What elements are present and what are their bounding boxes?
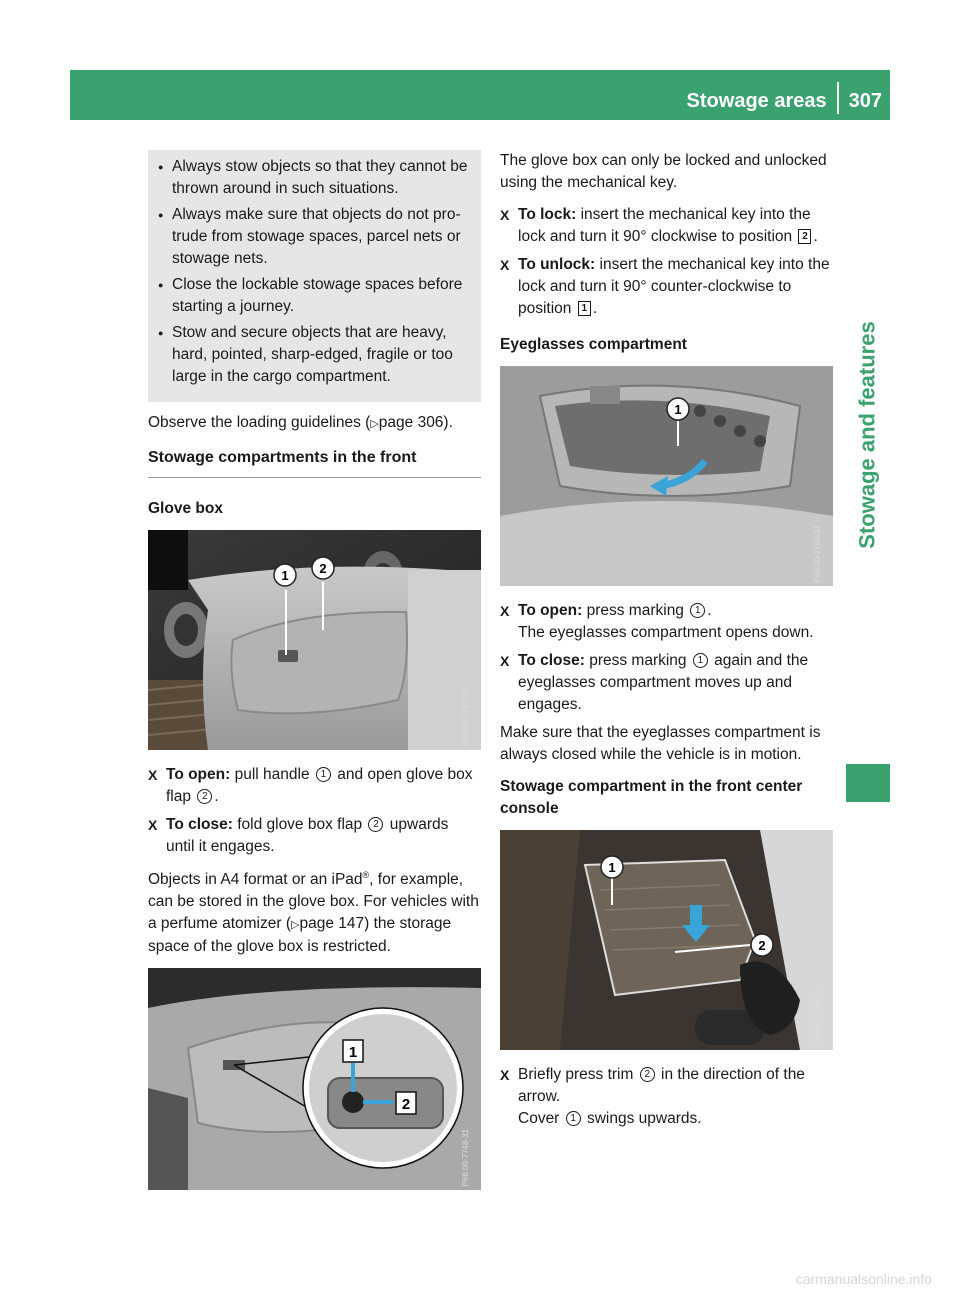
marker-1-label: 1 (674, 402, 682, 417)
side-tab-marker (846, 764, 890, 802)
callout-1: 1 (566, 1111, 581, 1126)
heading-center-console: Stowage compartment in the front center console (500, 778, 803, 817)
page-ref-link[interactable]: page 306). (378, 414, 453, 431)
marker-2-label: 2 (758, 938, 766, 953)
callout-1: 1 (316, 767, 331, 782)
callout-1: 1 (693, 653, 708, 668)
console-illustration (500, 830, 833, 1050)
callout-2: 2 (640, 1067, 655, 1082)
warning-bullet: ● Always stow objects so that they cannot be thrown around in such situations. (148, 156, 473, 200)
motion-note: Make sure that the eyeglasses compartment is always closed while the vehicle is in motion. (500, 724, 821, 763)
glove-box-photo (148, 530, 481, 750)
heading-front-compartments: Stowage compartments in the front (148, 447, 481, 478)
page-header (70, 70, 890, 120)
page-ref-arrow-icon: ▷ (291, 919, 300, 932)
page-number: 307 (848, 90, 882, 112)
glove-unlock-step: X To unlock: insert the mechanical key into the lock and turn it 90° counter-clockwise to position 1 . (500, 256, 830, 317)
glove-box-illustration (148, 530, 481, 750)
callout-2: 2 (197, 789, 212, 804)
step-marker-icon: X (500, 257, 510, 273)
position-2-box: 2 (798, 229, 811, 244)
console-photo (500, 830, 833, 1050)
position-1-label: 1 (348, 1044, 358, 1062)
warning-bullet: ● Stow and secure objects that are heavy, hard, pointed, sharp-edged, fragile or too large in the cargo compartment. (148, 322, 473, 388)
left-column (148, 150, 481, 1204)
warning-bullet: ● Always make sure that objects do not pro- trude from stowage spaces, parcel nets or stowage nets. (148, 204, 473, 270)
side-tab (846, 120, 890, 750)
eyeglasses-illustration (500, 366, 833, 586)
figure-code: P68.00-7747-31 (461, 688, 470, 746)
eyeglasses-open-step: X To open: press marking 1 . The eyeglasses compartment opens down. (500, 602, 814, 641)
step-marker-icon: X (500, 1067, 510, 1083)
glove-lock-photo (148, 968, 481, 1190)
glove-lock-illustration (148, 968, 481, 1190)
warning-box (148, 150, 481, 402)
objects-text: Objects in A4 format or an iPad®, for example, can be stored in the glove box. For vehicles with a perfume atomizer (▷page 147) the storage space of the glove box is restricted. (148, 870, 479, 956)
page-ref-arrow-icon: ▷ (370, 418, 379, 430)
side-tab-label: Stowage and features (855, 321, 881, 549)
step-marker-icon: X (148, 817, 158, 833)
eyeglasses-photo (500, 366, 833, 586)
figure-code: P68.00-7748-31 (461, 1128, 470, 1187)
page-ref-link[interactable]: page 147) the storage space of the glove box is restricted. (148, 915, 452, 956)
step-marker-icon: X (500, 653, 510, 669)
glove-lock-intro: The glove box can only be locked and unlocked using the mechanical key. (500, 152, 827, 191)
loading-guidelines-text: Observe the loading guidelines (▷page 306). (148, 414, 453, 431)
callout-1: 1 (690, 603, 705, 618)
section-title: Stowage areas (686, 90, 827, 112)
position-1-box: 1 (578, 301, 591, 316)
step-marker-icon: X (500, 603, 510, 619)
glove-open-step: X To open: pull handle 1 and open glove box flap 2 . (148, 766, 473, 805)
eyeglasses-close-step: X To close: press marking 1 again and the eyeglasses compartment moves up and engages. (500, 652, 809, 713)
warning-bullet: ● Close the lockable stowage spaces before starting a journey. (148, 274, 473, 318)
marker-1-label: 1 (608, 860, 616, 875)
glove-close-step: X To close: fold glove box flap 2 upwards until it engages. (148, 816, 449, 855)
position-2-label: 2 (401, 1096, 411, 1114)
figure-code: P68.00-7749-31 (813, 988, 822, 1046)
right-column (500, 150, 833, 1136)
figure-code: P68.00-7788-31 (813, 524, 822, 582)
console-trim-step: X Briefly press trim 2 in the direction of the arrow. Cover 1 swings upwards. (500, 1066, 805, 1127)
glove-lock-step: X To lock: insert the mechanical key into the lock and turn it 90° clockwise to position 2 . (500, 206, 818, 245)
marker-1-label: 1 (281, 568, 289, 583)
heading-glove-box: Glove box (148, 500, 223, 517)
heading-eyeglasses: Eyeglasses compartment (500, 336, 687, 353)
step-marker-icon: X (500, 207, 510, 223)
marker-2-label: 2 (319, 561, 327, 576)
callout-2: 2 (368, 817, 383, 832)
watermark: carmanualsonline.info (795, 1271, 932, 1287)
step-marker-icon: X (148, 767, 158, 783)
